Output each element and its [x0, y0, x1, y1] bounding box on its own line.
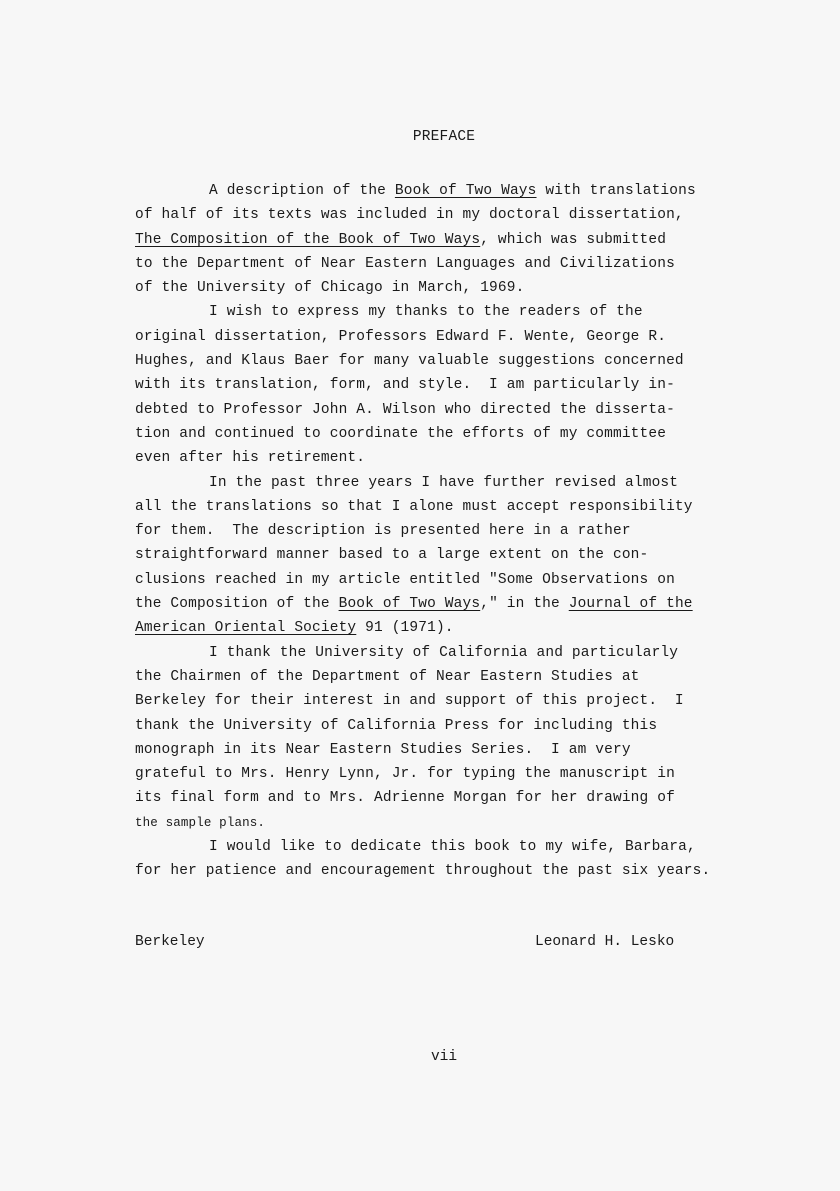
paragraph-2-line: even after his retirement.: [135, 450, 366, 467]
journal-title-ref: Journal of the: [568, 596, 693, 613]
paragraph-3-line: American Oriental Society 91 (1971).: [135, 620, 454, 637]
paragraph-4-line: thank the University of California Press for including this: [135, 717, 658, 734]
paragraph-4-line: Berkeley for their interest in and support of this project. I: [135, 693, 684, 710]
paragraph-1-line: The Composition of the Book of Two Ways, which was submitted: [135, 231, 667, 248]
signature-author: Leonard H. Lesko: [535, 934, 675, 950]
paragraph-1-line: of half of its texts was included in my doctoral dissertation,: [135, 207, 684, 224]
paragraph-4-line: monograph in its Near Eastern Studies Series. I am very: [135, 741, 631, 758]
paragraph-2-line: I wish to express my thanks to the readers of the: [209, 304, 643, 321]
paragraph-2-line: tion and continued to coordinate the efforts of my committee: [135, 425, 667, 442]
book-title-ref: Book of Two Ways: [338, 596, 481, 613]
paragraph-4-line: the Chairmen of the Department of Near Eastern Studies at: [135, 668, 640, 685]
paragraph-3-line: the Composition of the Book of Two Ways," in the Journal of the: [135, 596, 693, 613]
paragraph-2-line: debted to Professor John A. Wilson who directed the disserta-: [135, 401, 675, 418]
paragraph-4-line: I thank the University of California and particularly: [209, 644, 679, 661]
paragraph-4-line: the sample plans.: [135, 815, 266, 830]
paragraph-3-line: In the past three years I have further revised almost: [209, 474, 679, 491]
paragraph-1-line: A description of the Book of Two Ways with translations: [209, 183, 696, 199]
paragraph-1-line: of the University of Chicago in March, 1969.: [135, 280, 525, 297]
journal-title-ref: American Oriental Society: [135, 620, 357, 637]
paragraph-3-line: clusions reached in my article entitled "Some Observations on: [135, 571, 675, 588]
preface-body: [135, 179, 775, 884]
book-title-ref: Book of Two Ways: [394, 183, 537, 199]
paragraph-3-line: straightforward manner based to a large extent on the con-: [135, 547, 649, 564]
paragraph-2-line: original dissertation, Professors Edward F. Wente, George R.: [135, 328, 667, 345]
dissertation-title-ref: The Composition of the Book of Two Ways: [135, 231, 481, 248]
page-number: vii: [430, 1049, 458, 1065]
paragraph-2-line: Hughes, and Klaus Baer for many valuable suggestions concerned: [135, 353, 684, 370]
paragraph-2-line: with its translation, form, and style. I am particularly in-: [135, 377, 675, 394]
paragraph-3-line: all the translations so that I alone must accept responsibility: [135, 498, 693, 515]
paragraph-3-line: for them. The description is presented here in a rather: [135, 523, 631, 540]
paragraph-4-line: grateful to Mrs. Henry Lynn, Jr. for typing the manuscript in: [135, 766, 675, 783]
signature-place: Berkeley: [135, 934, 205, 950]
paragraph-4-line: its final form and to Mrs. Adrienne Morgan for her drawing of: [135, 790, 675, 807]
paragraph-5-line: I would like to dedicate this book to my wife, Barbara,: [209, 839, 696, 856]
paragraph-1-line: to the Department of Near Eastern Languages and Civilizations: [135, 255, 675, 272]
paragraph-5-line: for her patience and encouragement throughout the past six years.: [135, 863, 711, 880]
page-title: PREFACE: [412, 129, 476, 145]
